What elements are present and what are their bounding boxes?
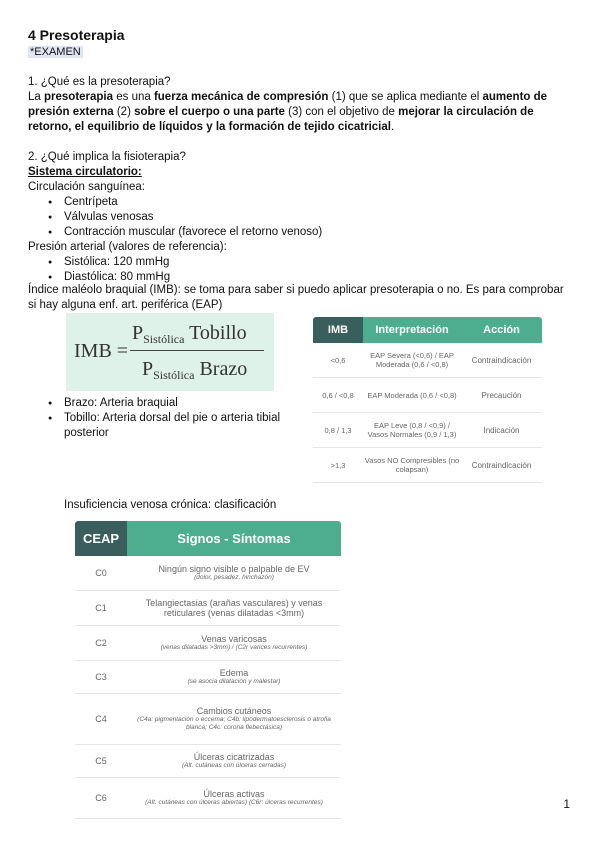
table-header: IMB xyxy=(313,317,363,343)
table-cell: 0,6 / <0,8 xyxy=(313,378,363,413)
table-cell: Indicación xyxy=(461,413,542,448)
ceap-class: C6 xyxy=(75,778,127,819)
bold-text: presoterapia xyxy=(44,91,114,103)
table-cell: Vasos NO Compresibles (no colapsan) xyxy=(363,448,461,483)
answer-text: La xyxy=(28,91,44,103)
ceap-description xyxy=(127,745,341,778)
table-row xyxy=(313,343,542,378)
ceap-description xyxy=(127,556,341,591)
formula-numerator: $P_{Sistólica}$ Tobillo xyxy=(132,322,247,346)
table-cell: Precaución xyxy=(461,378,542,413)
pressure-label: Presión arterial (valores de referencia): xyxy=(28,241,227,253)
ceap-main: Ningún signo visible o palpable de EV xyxy=(158,564,310,574)
answer-text: es una xyxy=(113,91,154,103)
bold-text: fuerza mecánica de compresión xyxy=(153,91,329,103)
ceap-main: Venas varicosas xyxy=(201,634,267,644)
list-item: ● Válvulas venosas xyxy=(64,210,154,225)
ceap-sub: (C4a: pigmentación o eccema; C4b: lipodermatoesclerosis o atrofia blanca; C4c: corona flebectásica) xyxy=(137,716,331,731)
ceap-sub: (se asocia dilatación y malestar) xyxy=(187,678,281,685)
answer-text: (1) que se aplica mediante el xyxy=(328,91,483,103)
table-row xyxy=(75,626,341,661)
imb-table xyxy=(313,317,542,483)
answer-text: (3) con el objetivo de xyxy=(284,106,399,118)
table-header: Acción xyxy=(461,317,542,343)
ceap-main: Cambios cutáneos xyxy=(196,706,272,716)
ceap-sub: (Alt. cutáneas con úlceras abiertas) (C6r: úlceras recurrentes) xyxy=(145,799,323,806)
ceap-class: C0 xyxy=(75,556,127,591)
ceap-class: C2 xyxy=(75,626,127,661)
answer-text: (2) xyxy=(113,106,135,118)
answer-text: . xyxy=(390,121,395,133)
fraction-line xyxy=(130,350,264,351)
table-cell: Contraindicación xyxy=(461,448,542,483)
table-cell: >1,3 xyxy=(313,448,363,483)
ceap-main: Úlceras activas xyxy=(203,789,265,799)
ceap-class: C5 xyxy=(75,745,127,778)
list-item: ● Sistólica: 120 mmHg xyxy=(64,255,169,270)
ceap-main: Úlceras cicatrizadas xyxy=(193,752,275,762)
table-cell: EAP Leve (0,8 / <0,9) / Vasos Normales (0,9 / 1,3) xyxy=(363,413,461,448)
list-item: ● Brazo: Arteria braquial xyxy=(64,396,178,411)
table-row xyxy=(75,591,341,626)
ceap-sub: (Alt. cutáneas con úlceras cerradas) xyxy=(181,762,287,769)
table-row xyxy=(75,661,341,694)
imb-description: Índice maléolo braquial (IMB): se toma para saber si puedo aplicar presoterapia o no. Es para comprobar si hay alguna enf. art. periférica (EAP) xyxy=(28,284,564,311)
ceap-description xyxy=(127,694,341,745)
ceap-class: C1 xyxy=(75,591,127,626)
list-item: ● Tobillo: Arteria dorsal del pie o arteria tibial posterior xyxy=(64,411,284,441)
table-row xyxy=(313,378,542,413)
table-row xyxy=(313,413,542,448)
ceap-description xyxy=(127,778,341,819)
imb-formula xyxy=(66,313,274,391)
bold-text: sobre el cuerpo o una parte xyxy=(134,106,285,118)
section-heading: Sistema circulatorio: xyxy=(28,166,142,178)
table-row xyxy=(75,745,341,778)
question-1: 1. ¿Qué es la presoterapia? xyxy=(28,76,171,88)
list-item: ● Contracción muscular (favorece el retorno venoso) xyxy=(64,225,322,240)
table-cell: Contraindicación xyxy=(461,343,542,378)
ceap-description xyxy=(127,591,341,626)
formula-denominator: $P_{Sistólica}$ Brazo xyxy=(142,358,248,382)
ceap-sub: (venas dilatadas >3mm) / (C2r varices recurrentes) xyxy=(160,644,308,651)
list-item: ● Diastólica: 80 mmHg xyxy=(64,270,170,285)
table-cell: EAP Severa (<0,6) / EAP Moderada (0,6 / <0,8) xyxy=(363,343,461,378)
circulation-label: Circulación sanguínea: xyxy=(28,181,145,193)
answer-1 xyxy=(28,90,563,135)
list-item: ● Centrípeta xyxy=(64,195,118,210)
ceap-sub: (dolor, pesadez, hinchazón) xyxy=(194,574,274,581)
ceap-class: C4 xyxy=(75,694,127,745)
table-cell: EAP Moderada (0,6 / <0,8) xyxy=(363,378,461,413)
ceap-main: Edema xyxy=(219,668,249,678)
formula-lhs: IMB = xyxy=(74,340,129,362)
page-number: 1 xyxy=(563,797,570,811)
table-header: CEAP xyxy=(75,521,127,556)
ceap-description xyxy=(127,626,341,661)
table-row xyxy=(75,778,341,819)
table-cell: <0,6 xyxy=(313,343,363,378)
table-cell: 0,8 / 1,3 xyxy=(313,413,363,448)
ceap-description xyxy=(127,661,341,694)
ceap-main: Telangiectasias (arañas vasculares) y venas reticulares (venas dilatadas <3mm) xyxy=(145,598,323,618)
table-row xyxy=(313,448,542,483)
bold-text: aumento de presión externa xyxy=(28,91,548,118)
page-title: 4 Presoterapia xyxy=(28,27,125,43)
cvi-label: Insuficiencia venosa crónica: clasificación xyxy=(64,499,277,511)
question-2: 2. ¿Qué implica la fisioterapia? xyxy=(28,151,186,163)
table-header: Signos - Síntomas xyxy=(127,521,341,556)
bold-text: mejorar la circulación de retorno, el equilibrio de líquidos y la formación de tejido cicatricial xyxy=(28,106,534,133)
exam-tag: *EXAMEN xyxy=(30,46,81,58)
ceap-class: C3 xyxy=(75,661,127,694)
table-row xyxy=(75,556,341,591)
table-header: Interpretación xyxy=(363,317,461,343)
table-row xyxy=(75,694,341,745)
ceap-table xyxy=(75,521,341,819)
